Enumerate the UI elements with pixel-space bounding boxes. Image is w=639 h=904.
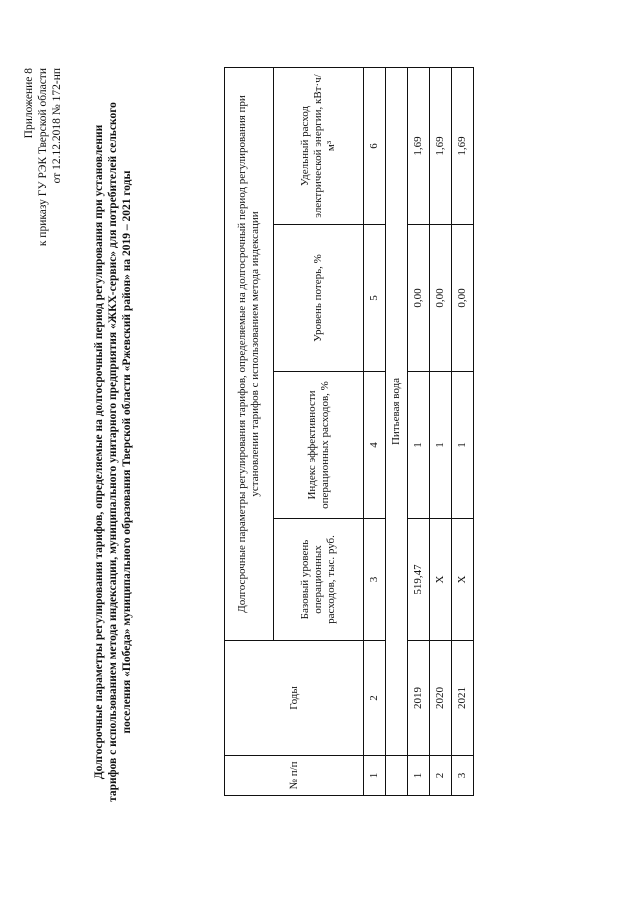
header-loss-level: Уровень потерь, % [274, 225, 364, 372]
section-empty-cell [386, 756, 408, 796]
cell-energy: 1,69 [408, 67, 430, 224]
column-number: 3 [364, 519, 386, 641]
column-number-row [364, 67, 386, 795]
cell-index: 1 [408, 372, 430, 519]
header-group: Долгосрочные параметры регулирования тарифов, определяемые на долгосрочный период регулирования при установлении тарифов с использованием метода индексации [225, 67, 274, 640]
cell-base: Х [452, 519, 474, 641]
header-efficiency-index: Индекс эффективности операционных расходов, % [274, 372, 364, 519]
table-row [452, 67, 474, 795]
appendix-date: от 12.12.2018 № 172-нп [51, 68, 63, 184]
section-title: Питьевая вода [386, 67, 408, 755]
cell-loss: 0,00 [452, 225, 474, 372]
cell-num: 2 [430, 756, 452, 796]
cell-year: 2021 [452, 641, 474, 756]
cell-loss: 0,00 [430, 225, 452, 372]
document-title [92, 0, 134, 904]
cell-num: 3 [452, 756, 474, 796]
header-years: Годы [225, 641, 364, 756]
cell-energy: 1,69 [452, 67, 474, 224]
appendix-number: Приложение 8 [23, 68, 35, 139]
cell-base: Х [430, 519, 452, 641]
column-number: 1 [364, 756, 386, 796]
table-row [430, 67, 452, 795]
cell-index: 1 [430, 372, 452, 519]
cell-base: 519,47 [408, 519, 430, 641]
title-line-1: Долгосрочные параметры регулирования тарифов, определяемые на долгосрочный период регулирования при установлении [93, 124, 105, 780]
title-line-2: тарифов с использованием метода индексации, муниципального унитарного предприятия «ЖКХ-сервис» для потребителей сельского [107, 102, 119, 802]
table-row [408, 67, 430, 795]
cell-loss: 0,00 [408, 225, 430, 372]
column-number: 6 [364, 67, 386, 224]
header-base-level: Базовый уровень операционных расходов, тыс. руб. [274, 519, 364, 641]
column-number: 4 [364, 372, 386, 519]
column-number: 5 [364, 225, 386, 372]
column-number: 2 [364, 641, 386, 756]
appendix-reference [22, 68, 64, 246]
header-num: № п/п [225, 756, 364, 796]
header-energy-consumption: Удельный расход электрической энергии, кВт·ч/м³ [274, 67, 364, 224]
cell-num: 1 [408, 756, 430, 796]
title-line-3: поселения «Победа» муниципального образования Тверской области «Ржевский район» на 2019 – 2021 годы [121, 170, 133, 734]
cell-year: 2019 [408, 641, 430, 756]
section-row [386, 67, 408, 795]
cell-energy: 1,69 [430, 67, 452, 224]
tariff-parameters-table [224, 67, 474, 796]
cell-year: 2020 [430, 641, 452, 756]
table-header-row-1 [225, 67, 274, 795]
appendix-order: к приказу ГУ РЭК Тверской области [37, 68, 49, 247]
cell-index: 1 [452, 372, 474, 519]
